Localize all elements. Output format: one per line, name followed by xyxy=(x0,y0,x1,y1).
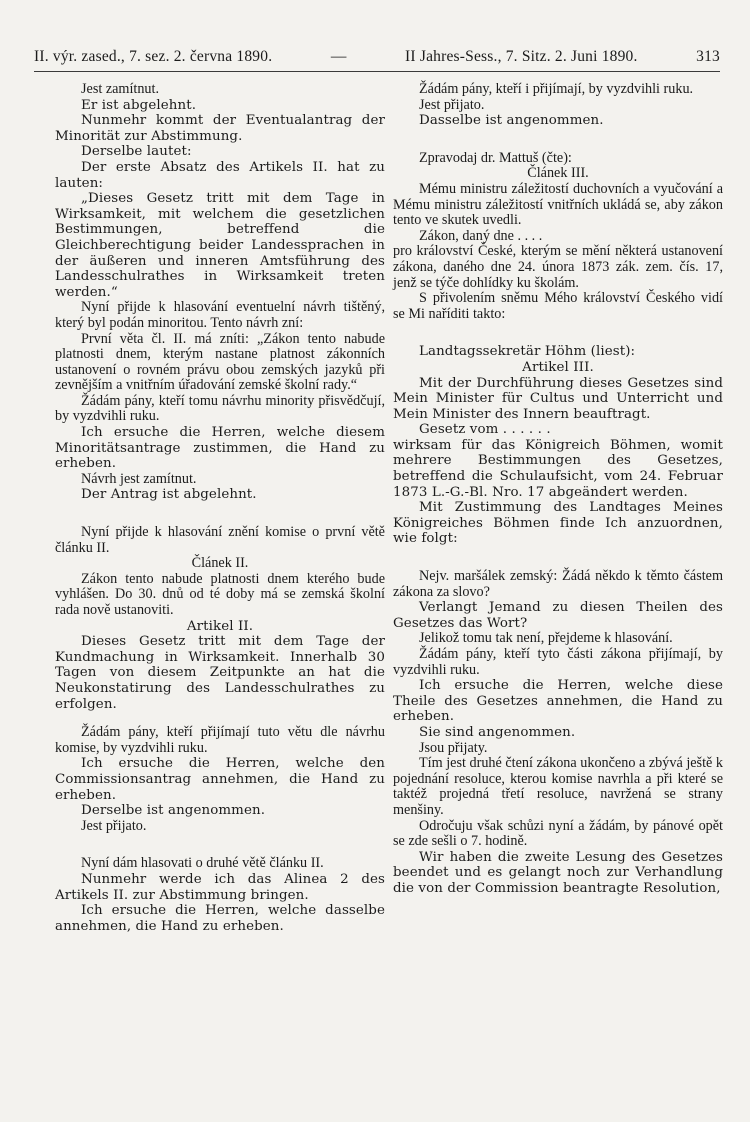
running-header xyxy=(34,48,720,66)
left-paragraph: Derselbe lautet: xyxy=(81,144,192,160)
left-paragraph: Nunmehr werde ich das Alinea 2 des Artikels II. zur Abstimmung bringen. xyxy=(55,871,385,903)
left-paragraph: Jest zamítnut. xyxy=(81,81,160,97)
right-paragraph: Mému ministru záležitostí duchovních a vyučování a Mému ministru záležitostí vnitřních ukládá se, aby zákon tento ve skutek uvedli. xyxy=(393,180,723,229)
page-number: 313 xyxy=(696,48,720,65)
left-paragraph: Ich ersuche die Herren, welche dasselbe annehmen, die Hand zu erheben. xyxy=(55,903,385,934)
left-paragraph: Nyní přijde k hlasování eventuelní návrh tištěný, který byl podán minoritou. Tento návrh zní: xyxy=(55,299,385,331)
right-paragraph: Zákon, daný dne . . . . xyxy=(419,227,543,244)
left-paragraph: Der Antrag ist abgelehnt. xyxy=(81,487,257,503)
left-paragraph: Žádám pány, kteří přijímají tuto větu dle návrhu komise, by vyzdvihli ruku. xyxy=(55,724,385,756)
right-paragraph: Wir haben die zweite Lesung des Gesetzes beendet und es gelangt noch zur Verhandlung die von der Commission beantragte Resolution, xyxy=(393,849,723,896)
left-paragraph: Artikel II. xyxy=(186,618,254,634)
left-paragraph: Nyní přijde k hlasování znění komise o první větě článku II. xyxy=(55,524,385,556)
left-paragraph: Jest přijato. xyxy=(81,817,147,834)
right-paragraph: Mit Zustimmung des Landtages Meines Königreiches Böhmen finde Ich anzuordnen, wie folgt: xyxy=(393,500,723,547)
right-paragraph: Artikel III. xyxy=(522,359,594,375)
left-paragraph: Ich ersuche die Herren, welche diesem Minoritätsantrage zustimmen, die Hand zu erheben. xyxy=(55,425,385,472)
right-paragraph: Článek III. xyxy=(527,165,589,182)
left-paragraph: Derselbe ist angenommen. xyxy=(81,803,266,819)
right-paragraph: wirksam für das Königreich Böhmen, womit mehrere Bestimmungen des Gesetzes, betreffend die Schulaufsicht, vom 24. Februar 1873 L.-G.-Bl. Nro. 17 abgeändert werden. xyxy=(393,437,723,500)
right-paragraph: Žádám pány, kteří tyto části zákona přijímají, by vyzdvihli ruku. xyxy=(393,646,723,678)
left-paragraph: Návrh jest zamítnut. xyxy=(81,470,197,487)
right-paragraph: Zpravodaj dr. Mattuš (čte): xyxy=(419,149,572,166)
right-paragraph: Dasselbe ist angenommen. xyxy=(419,113,604,129)
right-paragraph: Landtagssekretär Höhm (liest): xyxy=(419,344,636,360)
right-paragraph: Sie sind angenommen. xyxy=(419,724,576,740)
right-paragraph: Jest přijato. xyxy=(419,96,485,113)
right-column xyxy=(393,82,723,897)
left-paragraph: První věta čl. II. má zníti: „Zákon tento nabude platnosti dnem, kterým nastane platnost zákonních ustanovení o rovném právu obou zemských jazyků při zevnějším a vnitřním úřadování zemské školní rady.“ xyxy=(55,330,385,394)
left-paragraph: Der erste Absatz des Artikels II. hat zu lauten: xyxy=(55,159,385,191)
left-paragraph: „Dieses Gesetz tritt mit dem Tage in Wirksamkeit, mit welchem die gesetzlichen Bestimmungen, betreffend die Gleichberechtigung beider Landessprachen in der äußeren und inneren Amtsführung des Landesschulrathes in Wirksamkeit treten werden.“ xyxy=(55,191,385,300)
right-paragraph: Nejv. maršálek zemský: Žádá někdo k těmto částem zákona za slovo? xyxy=(393,568,723,600)
header-german: II Jahres-Sess., 7. Sitz. 2. Juni 1890. xyxy=(405,48,638,65)
left-paragraph: Ich ersuche die Herren, welche den Commissionsantrag annehmen, die Hand zu erheben. xyxy=(55,756,385,803)
right-paragraph: Tím jest druhé čtení zákona ukončeno a zbývá ještě k pojednání resoluce, kterou komise navrhla a při které se taktéž projedná třetí resoluce, navržená se strany menšiny. xyxy=(393,755,723,818)
header-czech: II. výr. zased., 7. sez. 2. června 1890. xyxy=(34,48,273,65)
right-paragraph: Jelikož tomu tak není, přejdeme k hlasování. xyxy=(419,630,673,647)
header-dash: — xyxy=(330,48,347,65)
left-paragraph: Er ist abgelehnt. xyxy=(81,97,197,113)
right-paragraph: pro království České, kterým se mění některá ustanovení zákona, daného dne 24. února 1873 zák. zem. čís. 17, jenž se týče dohlídky ku školám. xyxy=(393,243,723,291)
right-paragraph: Ich ersuche die Herren, welche diese Theile des Gesetzes annehmen, die Hand zu erheben. xyxy=(393,678,723,725)
left-paragraph: Žádám pány, kteří tomu návrhu minority přisvědčují, by vyzdvihli ruku. xyxy=(55,392,385,425)
left-column xyxy=(55,82,385,934)
left-paragraph: Nyní dám hlasovati o druhé větě článku II. xyxy=(81,855,324,872)
right-paragraph: Gesetz vom . . . . . . xyxy=(419,422,551,438)
right-paragraph: Verlangt Jemand zu diesen Theilen des Gesetzes das Wort? xyxy=(393,600,723,631)
left-paragraph: Nunmehr kommt der Eventualantrag der Minorität zur Abstimmung. xyxy=(55,113,385,144)
right-paragraph: S přivolením sněmu Mého království Českého vidí se Mi naříditi takto: xyxy=(393,290,723,322)
header-rule xyxy=(34,71,720,72)
left-paragraph: Dieses Gesetz tritt mit dem Tage der Kundmachung in Wirksamkeit. Innerhalb 30 Tagen von diesem Zeitpunkte an hat die Neukonstatirung des Landesschulrathes zu erfolgen. xyxy=(55,634,385,712)
left-paragraph: Článek II. xyxy=(191,555,249,572)
left-paragraph: Zákon tento nabude platnosti dnem kterého bude vyhlášen. Do 30. dnů od té doby má se zemská školní rada nově ustanoviti. xyxy=(55,570,385,618)
right-paragraph: Odročuju však schůzi nyní a žádám, by pánové opět se zde sešli o 7. hodině. xyxy=(393,817,723,850)
right-paragraph: Žádám pány, kteří i přijímají, by vyzdvihli ruku. xyxy=(419,81,694,97)
right-paragraph: Mit der Durchführung dieses Gesetzes sind Mein Minister für Cultus und Unterricht und Mein Minister des Innern beauftragt. xyxy=(393,375,723,422)
right-paragraph: Jsou přijaty. xyxy=(419,739,488,756)
